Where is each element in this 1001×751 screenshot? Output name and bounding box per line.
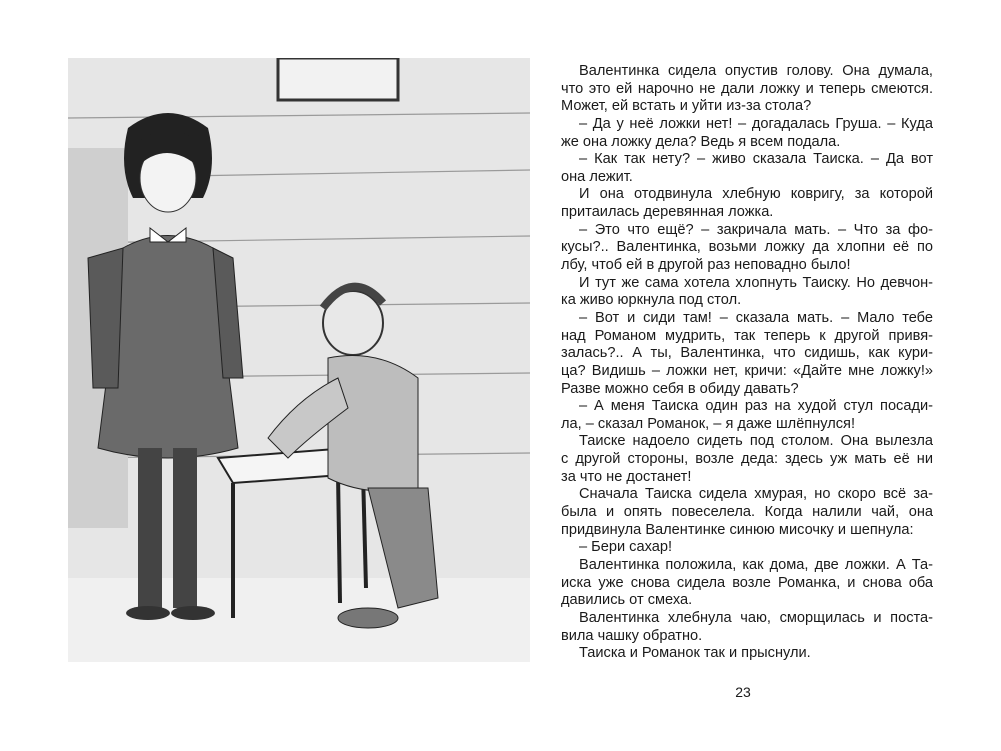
text-line: ла, – сказал Романок, – я даже шлёпнулся! <box>561 415 856 432</box>
text-line: Валентинка сидела опустив голову. Она думала, <box>579 63 933 79</box>
text-line: Валентинка хлебнула чаю, сморщилась и поста- <box>579 609 933 626</box>
text-line: И тут же сама хотела хлопнуть Таиску. Но девчон- <box>579 274 933 291</box>
window-frame <box>278 58 398 100</box>
text-line: притаилась деревянная ложка. <box>561 204 774 221</box>
text-line: ца? Видишь – ложки нет, кричи: «Дайте мне ложку!» <box>561 362 933 379</box>
text-line: за что не достанет! <box>561 468 692 485</box>
text-line: Валентинка положила, как дома, две ложки. А Та- <box>579 556 933 573</box>
text-line: Таиска и Романок так и прыснули. <box>579 645 811 662</box>
text-line: же она ложку дела? Ведь я всем подала. <box>561 133 841 150</box>
text-line: над Романом мудрить, так теперь к другой привя- <box>561 327 933 344</box>
text-line: что это ей нарочно не дали ложку и теперь смеются. <box>561 80 933 97</box>
text-line: Может, ей встать и уйти из-за стола? <box>561 98 812 115</box>
text-line: была и опять повеселела. Когда налили чай, она <box>561 504 933 521</box>
text-line: – Вот и сиди там! – сказала мать. – Мало тебе <box>579 309 933 326</box>
page-number: 23 <box>735 684 751 700</box>
text-line: давились от смеха. <box>561 592 693 609</box>
text-line: Сначала Таиска сидела хмурая, но скоро всё за- <box>579 486 933 503</box>
text-line: – Да у неё ложки нет! – догадалась Груша. – Куда <box>579 115 933 132</box>
text-line: – А меня Таиска один раз на худой стул посади- <box>579 398 933 415</box>
text-line: – Это что ещё? – закричала мать. – Что за фо- <box>579 221 933 238</box>
text-line: ка живо юркнула под стол. <box>561 292 742 309</box>
text-line: с другой стороны, возле деда: здесь уж мать её ни <box>561 451 933 468</box>
text-line: – Как так нету? – живо сказала Таиска. – Да вот <box>579 151 933 168</box>
text-line: лбу, чтоб ей в другой раз неповадно было! <box>561 257 851 274</box>
text-line: придвинула Валентинке синюю мисочку и шепнула: <box>561 521 914 538</box>
text-line: иска уже снова сидела возле Романка, и снова оба <box>561 574 933 591</box>
body-text <box>561 63 933 663</box>
text-line: она лежит. <box>561 168 633 185</box>
text-line: Разве можно себя в обиду давать? <box>561 380 799 397</box>
text-line: – Бери сахар! <box>579 539 673 556</box>
text-line: залась?.. А ты, Валентинка, что сидишь, как кури- <box>561 345 933 362</box>
illustration-girl-and-boy-at-stool <box>68 58 530 662</box>
floor <box>68 578 530 662</box>
text-line: кусы?.. Валентинка, возьми ложку да хлопни её по <box>561 239 933 256</box>
text-line: Таиске надоело сидеть под столом. Она вылезла <box>579 433 933 450</box>
text-line: И она отодвинула хлебную ковригу, за которой <box>579 186 933 203</box>
text-line: вила чашку обратно. <box>561 627 703 644</box>
